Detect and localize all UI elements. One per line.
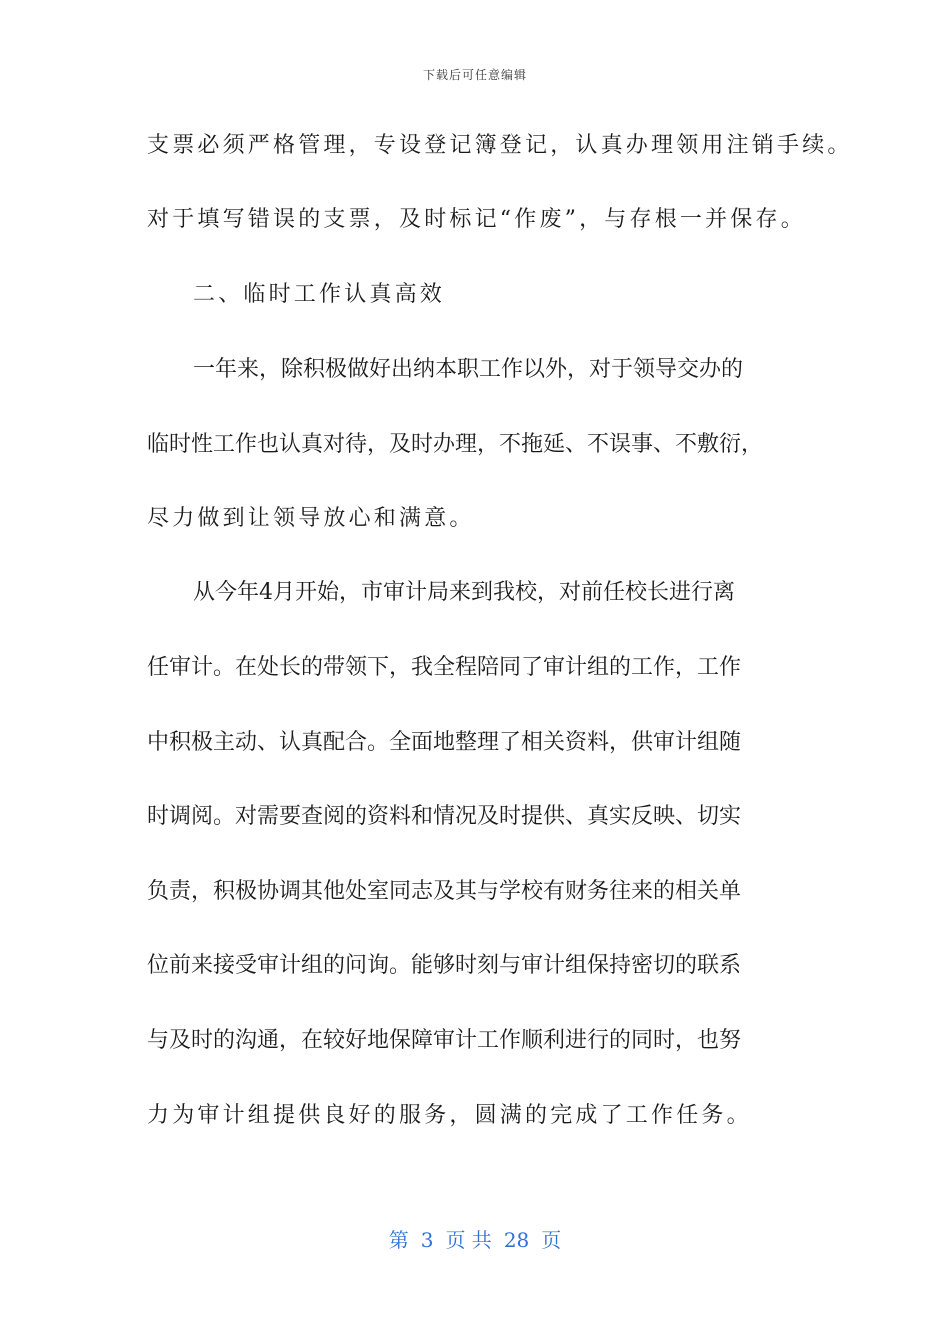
total-pages-number: 28 (503, 1228, 530, 1252)
page-middle: 页 共 (445, 1228, 492, 1252)
page-header-note: 下载后可任意编辑 (422, 68, 527, 82)
paragraph-line: 中积极主动、认真配合。全面地整理了相关资料，供审计组随 (147, 730, 742, 755)
paragraph-line: 负责，积极协调其他处室同志及其与学校有财务往来的相关单 (147, 879, 742, 904)
paragraph-line: 尽力做到让领导放心和满意。 (147, 506, 475, 531)
paragraph-line: 任审计。在处长的带领下，我全程陪同了审计组的工作，工作 (147, 655, 742, 680)
paragraph-line: 时调阅。对需要查阅的资料和情况及时提供、真实反映、切实 (147, 804, 742, 829)
section-heading: 二、临时工作认真高效 (193, 282, 446, 307)
paragraph-line: 位前来接受审计组的问询。能够时刻与审计组保持密切的联系 (147, 953, 742, 978)
page-footer-pagination (0, 1224, 950, 1253)
paragraph-line: 从今年4月开始，市审计局来到我校，对前任校长进行离 (193, 580, 735, 605)
page-suffix: 页 (541, 1228, 562, 1252)
current-page-number: 3 (420, 1228, 434, 1252)
paragraph-line: 支票必须严格管理，专设登记簿登记，认真办理领用注销手续。 (147, 133, 853, 158)
paragraph-line: 一年来，除积极做好出纳本职工作以外，对于领导交办的 (193, 357, 744, 382)
paragraph-line: 力为审计组提供良好的服务，圆满的完成了工作任务。 (147, 1103, 752, 1128)
paragraph-line: 临时性工作也认真对待，及时办理，不拖延、不误事、不敷衍， (147, 432, 764, 457)
paragraph-line: 与及时的沟通，在较好地保障审计工作顺利进行的同时，也努 (147, 1028, 742, 1053)
paragraph-line: 对于填写错误的支票，及时标记“作废”，与存根一并保存。 (147, 207, 806, 232)
page-prefix: 第 (388, 1228, 409, 1252)
